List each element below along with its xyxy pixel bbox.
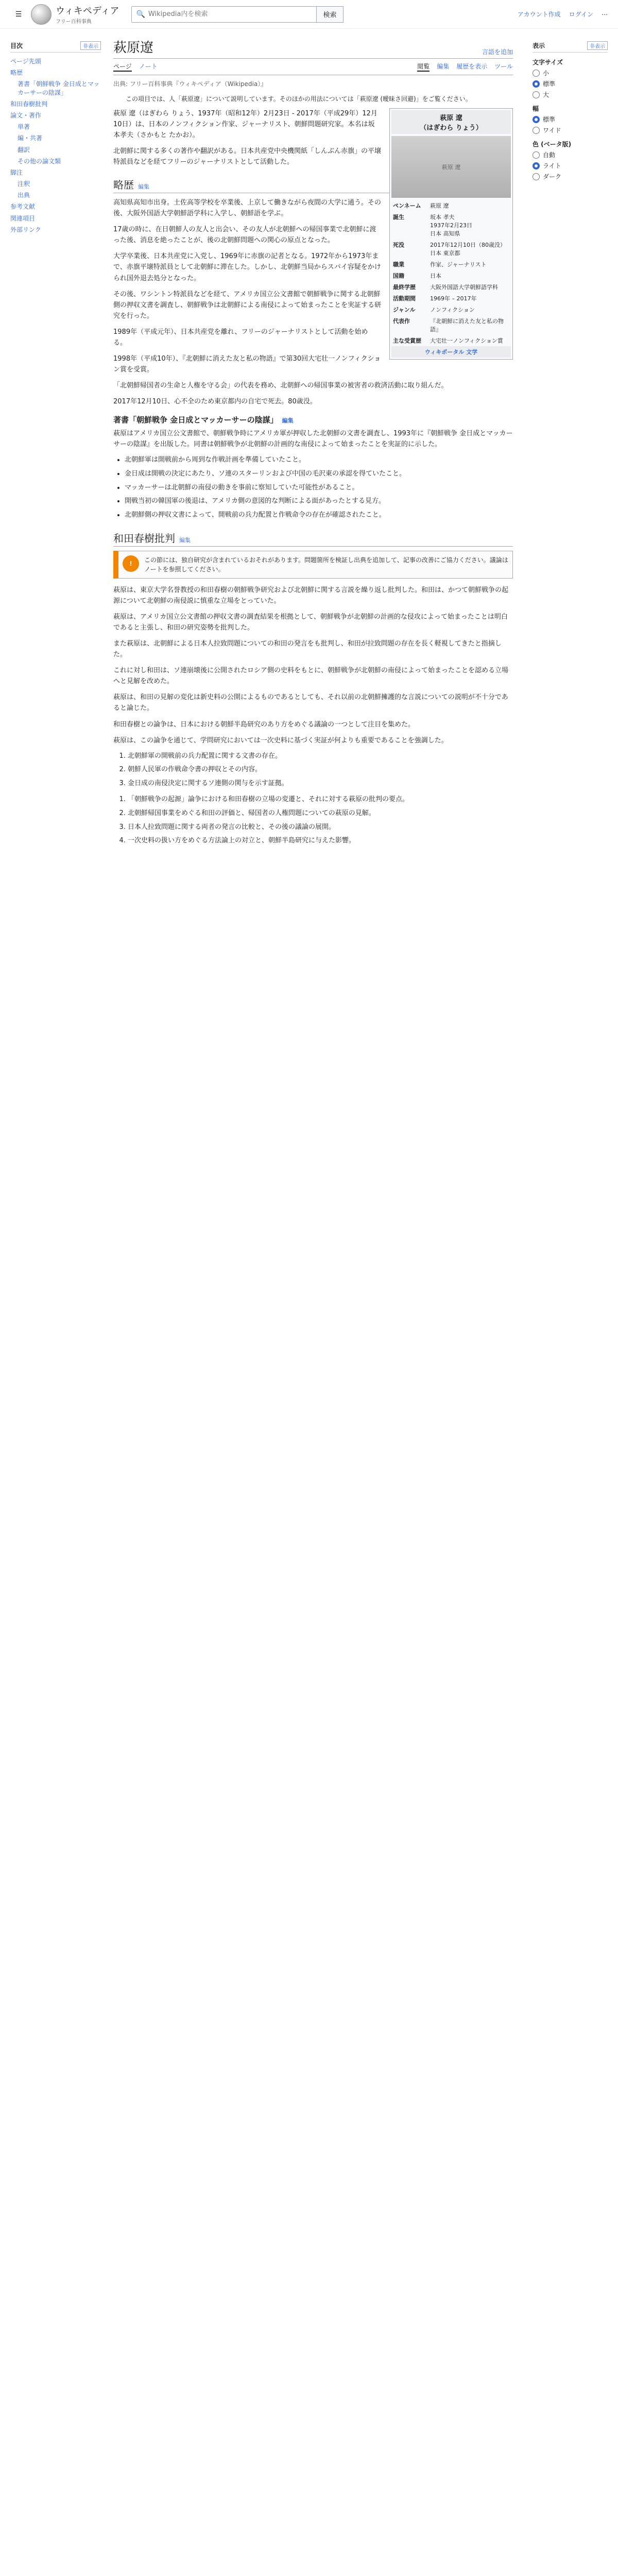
infobox-value: 大宅壮一ノンフィクション賞	[430, 337, 503, 344]
list-item: 3. 金日成の南侵決定に関するソ連側の関与を示す証拠。	[128, 778, 513, 789]
radio-option[interactable]	[533, 126, 608, 134]
photo-caption: 萩原 遼	[441, 164, 461, 171]
radio-option[interactable]	[533, 90, 608, 99]
main-content	[101, 29, 525, 852]
toc-item[interactable]: 単著	[18, 123, 30, 131]
width-label: 幅	[533, 105, 539, 112]
paragraph: 「北朝鮮帰国者の生命と人権を守る会」の代表を務め、北朝鮮への帰国事業の被害者の救済活動に取り組んだ。	[113, 381, 448, 389]
infobox-row	[391, 200, 511, 211]
paragraph: 萩原 遼（はぎわら りょう、1937年（昭和12年）2月23日 - 2017年（平成29年）12月10日）は、日本のノンフィクション作家、ジャーナリスト、朝鮮問題研究家。本名は坂本孝夫（さかもと たかお）。	[113, 110, 377, 140]
radio-option[interactable]	[533, 161, 608, 170]
radio-option[interactable]	[533, 115, 608, 124]
paragraph: 和田春樹との論争は、日本における朝鮮半島研究のあり方をめぐる議論の一つとして注目を集めた。	[113, 720, 415, 728]
infobox-value: 2017年12月10日（80歳没） 日本 東京都	[430, 242, 506, 257]
paragraph: 高知県高知市出身。土佐高等学校を卒業後、上京して働きながら夜間の大学に通う。その後、大阪外国語大学朝鮮語学科に入学し、朝鮮語を学ぶ。	[113, 199, 382, 218]
infobox-key: 主な受賞歴	[393, 337, 421, 344]
toc-item[interactable]: 和田春樹批判	[10, 100, 48, 108]
radio-button[interactable]	[533, 116, 540, 123]
search-input[interactable]	[148, 10, 313, 18]
radio-button[interactable]	[533, 80, 540, 88]
add-language-button[interactable]: 言語を追加	[482, 48, 513, 56]
radio-option[interactable]	[533, 79, 608, 88]
radio-button[interactable]	[533, 173, 540, 180]
infobox-value: 坂本 孝夫 1937年2月23日 日本 高知県	[430, 214, 472, 237]
list-item: • 北朝鮮側の押収文書によって、開戦前の兵力配置と作戦命令の存在が確認されたこと。	[125, 510, 513, 521]
toc-item[interactable]: 注釈	[18, 180, 30, 188]
site-logo[interactable]	[31, 4, 119, 25]
infobox-row	[391, 281, 511, 293]
toc-item[interactable]: 出典	[18, 192, 30, 199]
infobox-row	[391, 259, 511, 270]
infobox-key: 国籍	[393, 273, 404, 279]
paragraph: 2017年12月10日、心不全のため東京都内の自宅で死去。80歳没。	[113, 397, 317, 405]
infobox-value: 1969年 – 2017年	[430, 295, 477, 302]
toc-item[interactable]: 論文・著作	[10, 111, 42, 119]
paragraph: 17歳の時に、在日朝鮮人の友人と出会い、その友人が北朝鮮への帰国事業で北朝鮮に渡った後、消息を絶ったことが、後の北朝鮮問題への関心の原点となった。	[113, 226, 376, 245]
tab-tools[interactable]: ツール	[494, 63, 513, 70]
infobox-value: 萩原 遼	[430, 202, 449, 209]
paragraph: 大学卒業後、日本共産党に入党し、1969年に赤旗の記者となる。1972年から1973年まで、赤旗平壌特派員として北朝鮮に滞在した。しかし、北朝鮮当局からスパイ容疑をかけられ国外退去処分となった。	[113, 252, 381, 282]
infobox-row	[391, 211, 511, 239]
radio-button[interactable]	[533, 162, 540, 170]
create-account-link[interactable]: アカウント作成	[517, 11, 561, 18]
radio-button[interactable]	[533, 91, 540, 98]
search-button[interactable]: 検索	[316, 6, 343, 23]
edit-section-link[interactable]: 編集	[282, 417, 294, 424]
more-options-icon[interactable]: ⋯	[602, 10, 608, 18]
infobox-key: 職業	[393, 261, 404, 268]
page-tabs	[113, 59, 513, 75]
infobox-key: 活動期間	[393, 295, 416, 302]
toc-item[interactable]: 脚注	[10, 168, 23, 176]
table-of-contents	[10, 29, 101, 852]
list-item: • 金日成は開戦の決定にあたり、ソ連のスターリンおよび中国の毛沢東の承認を得ていたこと。	[125, 469, 513, 480]
warning-icon: !	[123, 555, 139, 572]
toc-heading: 目次	[10, 42, 23, 49]
list-item: • 北朝鮮軍は開戦前から周到な作戦計画を準備していたこと。	[125, 455, 513, 466]
radio-button[interactable]	[533, 127, 540, 134]
tab-page[interactable]: ページ	[113, 62, 132, 72]
infobox-key: ペンネーム	[393, 202, 421, 209]
toc-item[interactable]: 著書「朝鮮戦争 金日成とマッカーサーの陰謀」	[18, 80, 100, 96]
source-line: 出典: フリー百科事典『ウィキペディア（Wikipedia）』	[113, 80, 267, 88]
infobox-row	[391, 239, 511, 259]
page-title: 萩原遼	[113, 40, 154, 56]
main-menu-button[interactable]	[10, 6, 27, 23]
toc-item[interactable]: 編・共著	[18, 134, 43, 142]
site-subtitle: フリー百科事典	[56, 19, 92, 25]
edit-section-link[interactable]: 編集	[138, 183, 149, 191]
paragraph: 萩原はアメリカ国立公文書館で、朝鮮戦争時にアメリカ軍が押収した北朝鮮の文書を調査し、1993年に『朝鮮戦争 金日成とマッカーサーの陰謀』を出版した。同書は朝鮮戦争が北朝鮮の計画的な南侵によって始まったことを実証的に示した。	[113, 429, 513, 449]
text-size-label: 文字サイズ	[533, 59, 563, 66]
toc-item[interactable]: 翻訳	[18, 146, 30, 154]
list-item: 2. 北朝鮮帰国事業をめぐる和田の評価と、帰国者の人権問題についての萩原の見解。	[128, 808, 513, 819]
list-item: 2. 朝鮮人民軍の作戦命令書の押収とその内容。	[128, 765, 513, 775]
portrait-photo[interactable]	[391, 136, 511, 198]
infobox	[389, 108, 513, 360]
tab-talk[interactable]: ノート	[139, 63, 158, 70]
infobox-key: ジャンル	[393, 307, 416, 313]
site-title: ウィキペディア	[56, 6, 119, 16]
list-item: • マッカーサーは北朝鮮の南侵の動きを事前に察知していた可能性があること。	[125, 483, 513, 494]
paragraph: これに対し和田は、ソ連崩壊後に公開されたロシア側の史料をもとに、朝鮮戦争が北朝鮮の南侵によって始まったことを認める立場へと見解を改めた。	[113, 667, 509, 686]
paragraph: 萩原は、東京大学名誉教授の和田春樹の朝鮮戦争研究および北朝鮮に関する言説を繰り返し批判した。和田は、かつて朝鮮戦争の起源について北朝鮮の南侵説に慎重な立場をとっていた。	[113, 586, 509, 605]
paragraph: 北朝鮮に関する多くの著作や翻訳がある。日本共産党中央機関紙「しんぶん赤旗」の平壌特派員などを経てフリーのジャーナリストとして活動した。	[113, 147, 382, 166]
paragraph: 萩原は、和田の見解の変化は新史料の公開によるものであるとしても、それ以前の北朝鮮擁護的な言説についての説明が不十分であると論じた。	[113, 693, 508, 713]
paragraph: 1989年（平成元年）、日本共産党を離れ、フリーのジャーナリストとして活動を始める。	[113, 328, 368, 347]
infobox-row	[391, 315, 511, 335]
portal-link[interactable]: ウィキポータル 文学	[391, 346, 511, 358]
toc-item[interactable]: 外部リンク	[10, 226, 41, 233]
infobox-value: 『北朝鮮に消えた友と私の物語』	[430, 318, 504, 333]
list-item: 4. 一次史料の扱い方をめぐる方法論上の対立と、朝鮮半島研究に与えた影響。	[128, 836, 513, 846]
radio-label: 標準	[543, 80, 556, 88]
radio-option[interactable]	[533, 172, 608, 181]
infobox-key: 誕生	[393, 214, 404, 221]
appearance-panel	[525, 29, 608, 852]
paragraph: 萩原は、アメリカ国立公文書館の押収文書の調査結果を根拠として、朝鮮戦争が北朝鮮の計画的な侵攻によって始まったことは明白であると主張し、和田の研究姿勢を批判した。	[113, 613, 508, 632]
paragraph: 1998年（平成10年）、『北朝鮮に消えた友と私の物語』で第30回大宅壮一ノンフィクション賞を受賞。	[113, 354, 381, 374]
infobox-value: 日本	[430, 273, 441, 279]
section-heading-wada: 和田春樹批判 編集	[113, 530, 513, 547]
color-label: 色 (ベータ版)	[533, 141, 572, 148]
section-heading-bio: 略歴 編集	[113, 177, 513, 193]
toc-item[interactable]: ページ先頭	[10, 58, 41, 65]
infobox-key: 最終学歴	[393, 284, 416, 291]
search-icon: 🔍	[136, 10, 145, 19]
list-item: 1. 「朝鮮戦争の起源」論争における和田春樹の立場の変遷と、それに対する萩原の批判の要点。	[128, 794, 513, 805]
search-box[interactable]	[131, 6, 317, 23]
paragraph: 萩原は、この論争を通じて、学問研究においては一次史料に基づく実証が何よりも重要であることを強調した。	[113, 736, 448, 744]
paragraph: その後、ワシントン特派員などを経て、アメリカ国立公文書館で朝鮮戦争に関する北朝鮮側の押収文書を調査し、朝鮮戦争は北朝鮮による南侵によって始まったことを実証する研究を行った。	[113, 290, 382, 320]
tab-read[interactable]: 閲覧	[417, 62, 430, 72]
radio-label: 標準	[543, 116, 556, 123]
radio-button[interactable]	[533, 70, 540, 77]
infobox-key: 死没	[393, 242, 404, 248]
infobox-row	[391, 335, 511, 346]
site-header	[0, 0, 618, 29]
infobox-value: ノンフィクション	[430, 307, 475, 313]
toc-item[interactable]: 略歴	[10, 69, 23, 77]
infobox-row	[391, 304, 511, 315]
radio-option[interactable]	[533, 69, 608, 77]
toc-item[interactable]: 参考文献	[10, 203, 36, 211]
appearance-hide-button[interactable]: 非表示	[587, 41, 608, 50]
list-item: • 開戦当初の韓国軍の後退は、アメリカ側の意図的な判断による面があったとする見方。	[125, 496, 513, 507]
radio-button[interactable]	[533, 151, 540, 159]
edit-section-link[interactable]: 編集	[179, 537, 191, 544]
radio-option[interactable]	[533, 150, 608, 159]
radio-label: 自動	[543, 151, 556, 159]
hatnote: この項目では、人「萩原遼」について説明しています。そのほかの用法については「萩原遼 (曖昧さ回避)」をご覧ください。	[126, 95, 472, 103]
infobox-title: 萩原 遼 （はぎわら りょう）	[391, 110, 511, 134]
tab-history[interactable]: 履歴を表示	[456, 63, 488, 70]
infobox-row	[391, 293, 511, 304]
radio-label: ライト	[543, 162, 561, 170]
login-link[interactable]: ログイン	[569, 11, 593, 18]
section-heading-book: 著書「朝鮮戦争 金日成とマッカーサーの陰謀」 編集	[113, 415, 294, 425]
infobox-key: 代表作	[393, 318, 410, 325]
radio-label: 小	[543, 70, 550, 77]
infobox-value: 作家、ジャーナリスト	[430, 261, 487, 268]
appearance-heading: 表示	[533, 42, 545, 49]
paragraph: また萩原は、北朝鮮による日本人拉致問題についての和田の発言をも批判し、和田が拉致問題の存在を長く軽視してきたと指摘した。	[113, 640, 502, 659]
toc-item[interactable]: その他の論文類	[18, 157, 61, 165]
notice-text: この節には、独自研究が含まれているおそれがあります。問題箇所を検証し出典を追加して、記事の改善にご協力ください。議論はノートを参照してください。	[144, 556, 508, 573]
radio-label: ワイド	[543, 127, 561, 134]
list-item: 3. 日本人拉致問題に関する両者の発言の比較と、その後の議論の展開。	[128, 822, 513, 833]
infobox-row	[391, 270, 511, 281]
original-research-notice	[113, 551, 513, 579]
list-item: 1. 北朝鮮軍の開戦前の兵力配置に関する文書の存在。	[128, 751, 513, 762]
radio-label: ダーク	[543, 173, 562, 180]
radio-label: 大	[543, 91, 550, 98]
wikipedia-globe-icon	[31, 4, 52, 25]
hamburger-icon: ☰	[15, 10, 22, 19]
infobox-value: 大阪外国語大学朝鮮語学科	[430, 284, 498, 291]
tab-edit[interactable]: 編集	[437, 63, 450, 70]
toc-item[interactable]: 関連項目	[10, 214, 36, 222]
toc-hide-button[interactable]: 非表示	[80, 41, 101, 50]
